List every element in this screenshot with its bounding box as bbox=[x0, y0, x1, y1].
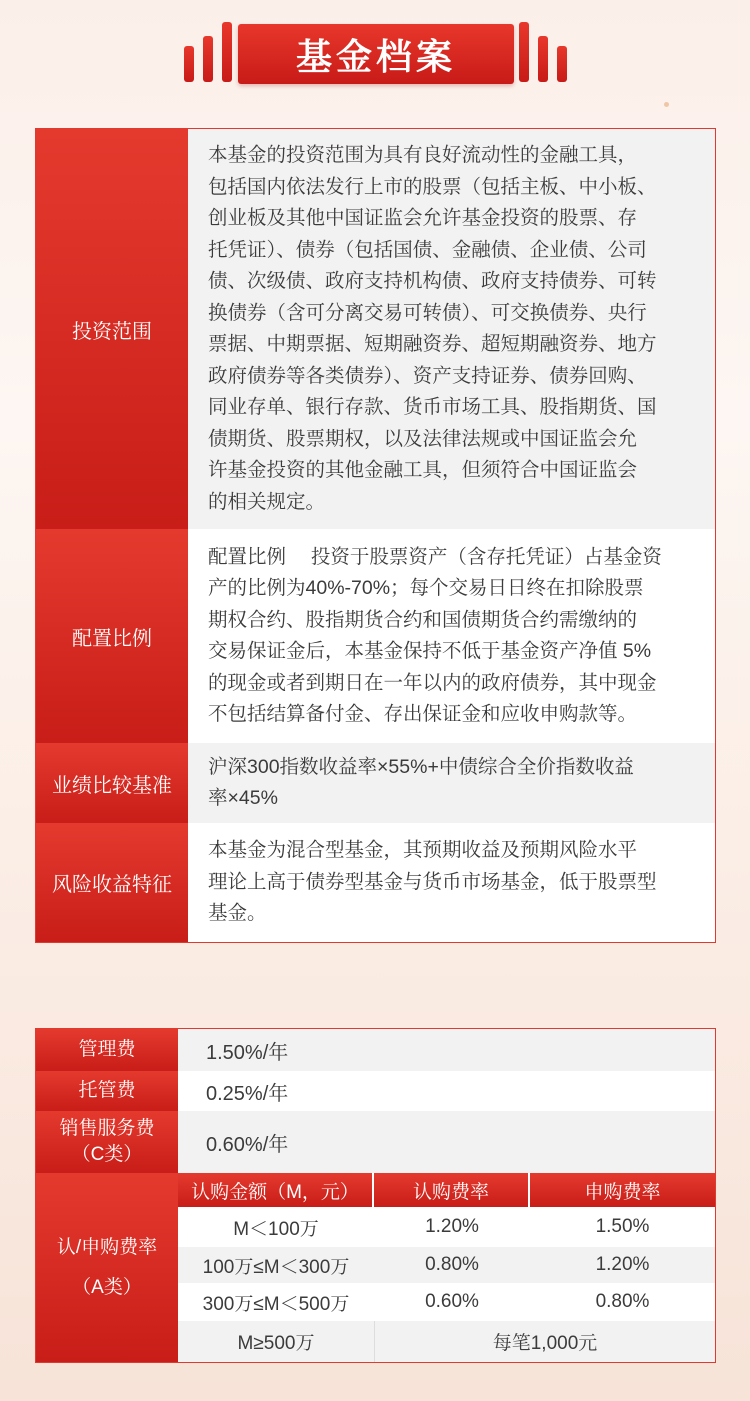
fee-table bbox=[35, 1028, 716, 1363]
table-cell: 1.20% bbox=[425, 1216, 479, 1237]
row-value bbox=[188, 743, 715, 823]
column-header: 申购费率 bbox=[530, 1173, 715, 1207]
fee-value-custody: 0.25%/年 bbox=[178, 1071, 715, 1111]
section-header bbox=[0, 0, 750, 100]
fee-label-sales-service bbox=[36, 1111, 178, 1173]
text-line: 配置比例 投资于股票资产（含存托凭证）占基金资 bbox=[208, 545, 662, 568]
text-line: 本基金为混合型基金，其预期收益及预期风险水平 bbox=[208, 839, 638, 862]
text-line: 理论上高于债券型基金与货币市场基金，低于股票型 bbox=[208, 870, 657, 893]
decor-bar bbox=[519, 22, 529, 82]
text-line: 的相关规定。 bbox=[208, 490, 326, 513]
label-line: （C类） bbox=[71, 1144, 143, 1165]
table-row bbox=[36, 823, 715, 942]
text-line: 交易保证金后，本基金保持不低于基金资产净值 5% bbox=[208, 640, 652, 662]
table-cell: 0.60% bbox=[425, 1291, 479, 1312]
table-cell: 100万≤M＜300万 bbox=[202, 1256, 350, 1278]
table-row bbox=[36, 743, 715, 823]
decor-bar bbox=[557, 46, 567, 82]
table-cell: M≥500万 bbox=[237, 1333, 315, 1354]
text-line: 政府债券等各类债券）、资产支持证券、债券回购、 bbox=[208, 364, 647, 387]
text-line: 创业板及其他中国证监会允许基金投资的股票、存 bbox=[208, 207, 638, 229]
table-row bbox=[178, 1247, 715, 1283]
table-row bbox=[36, 129, 715, 529]
table-row bbox=[178, 1207, 715, 1247]
label-line: 认/申购费率 bbox=[56, 1236, 158, 1258]
text-line: 本基金的投资范围为具有良好流动性的金融工具， bbox=[208, 144, 638, 166]
text-line: 同业存单、银行存款、货币市场工具、股指期货、国 bbox=[208, 396, 657, 418]
text-line: 包括国内依法发行上市的股票（包括主板、中小板、 bbox=[208, 175, 657, 198]
column-header: 认购费率 bbox=[374, 1173, 528, 1207]
label-line: （A类） bbox=[72, 1276, 142, 1298]
table-cell: 0.80% bbox=[595, 1291, 650, 1312]
fee-value-sales-service: 0.60%/年 bbox=[178, 1111, 715, 1173]
fee-label-management: 管理费 bbox=[36, 1029, 178, 1071]
text-line: 的现金或者到期日在一年以内的政府债券，其中现金 bbox=[208, 671, 657, 694]
table-cell: 1.50% bbox=[595, 1216, 650, 1237]
text-line: 许基金投资的其他金融工具，但须符合中国证监会 bbox=[208, 459, 638, 481]
text-line: 率×45% bbox=[208, 787, 278, 809]
row-value bbox=[188, 129, 715, 529]
table-row bbox=[178, 1321, 715, 1362]
text-line: 债期货、股票期权，以及法律法规或中国证监会允 bbox=[208, 427, 638, 450]
row-value bbox=[188, 823, 715, 942]
row-label: 风险收益特征 bbox=[36, 823, 188, 942]
text-line: 票据、中期票据、短期融资券、超短期融资券、地方 bbox=[208, 333, 657, 355]
table-cell: M＜100万 bbox=[233, 1218, 319, 1240]
text-line: 换债券（含可分离交易可转债）、可交换债券、央行 bbox=[208, 301, 647, 324]
row-label: 业绩比较基准 bbox=[36, 743, 188, 823]
text-line: 产的比例为40%-70%；每个交易日日终在扣除股票 bbox=[208, 577, 644, 599]
text-line: 期权合约、股指期货合约和国债期货合约需缴纳的 bbox=[208, 608, 638, 631]
row-label: 投资范围 bbox=[36, 129, 188, 529]
text-line: 托凭证）、债券（包括国债、金融债、企业债、公司 bbox=[208, 238, 647, 261]
table-cell: 300万≤M＜500万 bbox=[202, 1293, 350, 1315]
table-cell: 1.20% bbox=[595, 1254, 650, 1275]
text-line: 债、次级债、政府支持机构债、政府支持债券、可转 bbox=[208, 270, 657, 292]
label-line: 销售服务费 bbox=[59, 1118, 155, 1139]
page-title: 基金档案 bbox=[238, 24, 514, 84]
decor-bar bbox=[184, 46, 194, 82]
fee-label-subscription bbox=[36, 1173, 178, 1362]
table-row bbox=[36, 529, 715, 743]
fee-label-custody: 托管费 bbox=[36, 1071, 178, 1111]
row-label: 配置比例 bbox=[36, 529, 188, 743]
table-cell: 每笔1,000元 bbox=[492, 1333, 598, 1354]
decor-bar bbox=[538, 36, 548, 82]
table-cell: 0.80% bbox=[425, 1254, 479, 1275]
text-line: 不包括结算备付金、存出保证金和应收申购款等。 bbox=[208, 703, 638, 725]
text-line: 基金。 bbox=[208, 902, 267, 925]
column-header: 认购金额（M，元） bbox=[178, 1173, 372, 1207]
row-value bbox=[188, 529, 715, 743]
fund-profile-table bbox=[35, 128, 716, 943]
decor-bar bbox=[222, 22, 232, 82]
decor-bar bbox=[203, 36, 213, 82]
text-line: 沪深300指数收益率×55%+中债综合全价指数收益 bbox=[208, 755, 634, 778]
decor-dot bbox=[664, 102, 669, 107]
table-row bbox=[178, 1283, 715, 1321]
fee-value-management: 1.50%/年 bbox=[178, 1029, 715, 1071]
